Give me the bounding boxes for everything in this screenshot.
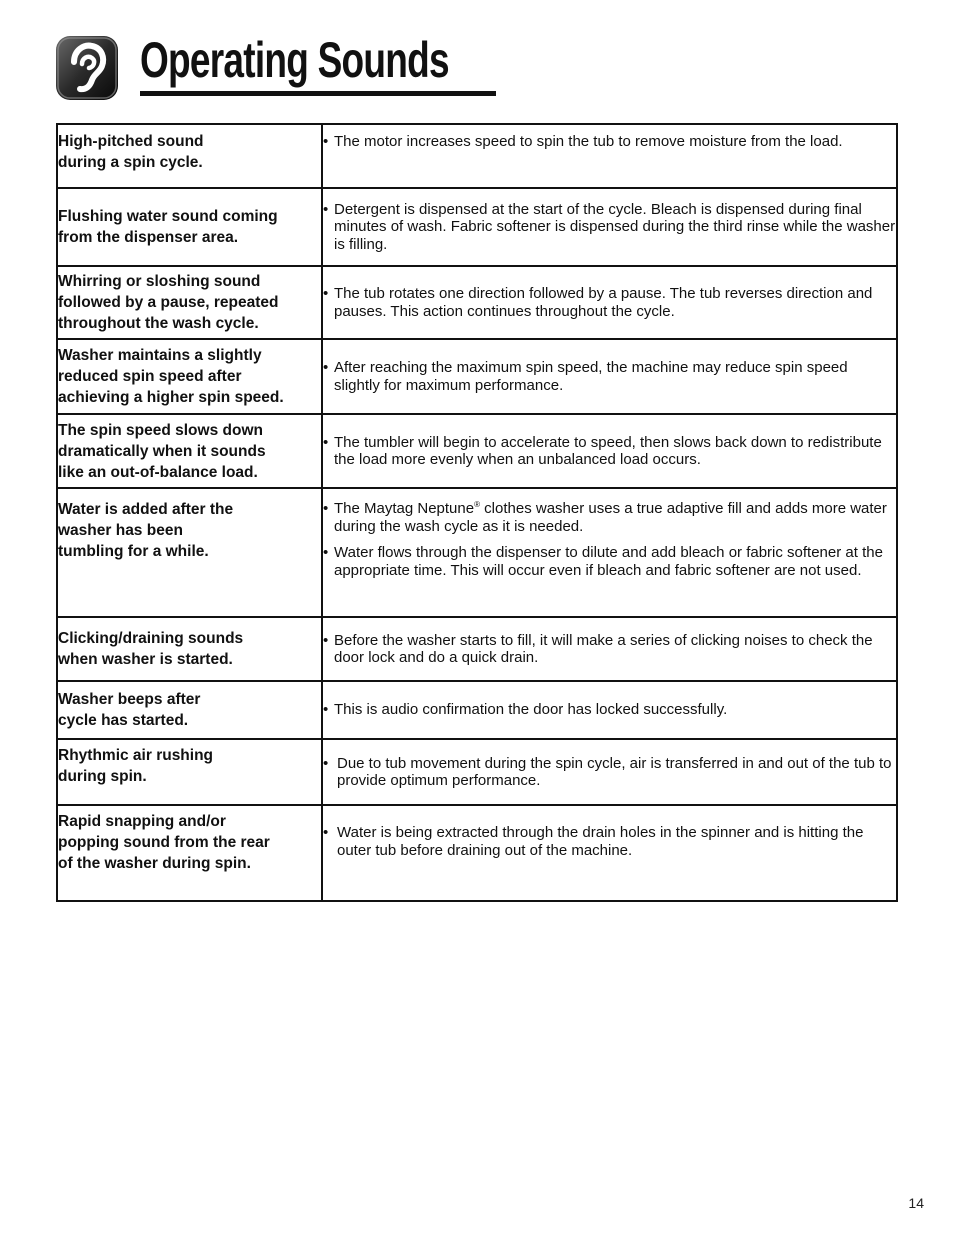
operating-sounds-table [56, 123, 898, 902]
title-underline [140, 91, 496, 96]
sound-cell [57, 124, 322, 188]
sound-line: Flushing water sound coming [58, 208, 278, 225]
sound-cell [57, 339, 322, 414]
sound-line: when washer is started. [58, 651, 233, 668]
sound-line: Washer maintains a slightly [58, 347, 262, 364]
description-item: • Water is being extracted through the drain holes in the spinner and is hitting the outer tub before draining out of the machine. [323, 824, 896, 859]
sound-cell [57, 188, 322, 266]
sound-line: dramatically when it sounds [58, 442, 266, 460]
sound-line: from the dispenser area. [58, 229, 239, 246]
sound-line: followed by a pause, repeated [58, 294, 279, 311]
page-title: Operating Sounds [140, 32, 449, 88]
sound-line: popping sound from the rear [58, 834, 270, 851]
description-item: • This is audio confirmation the door has locked successfully. [323, 701, 896, 719]
table-row [57, 739, 897, 805]
sound-line: Water is added after the [58, 501, 234, 518]
description-cell [322, 124, 897, 188]
description-cell [322, 488, 897, 617]
sound-line: Washer beeps after [58, 691, 201, 708]
description-item: • The Maytag Neptune® clothes washer uses a true adaptive fill and adds more water during the wash cycle as it is needed. [323, 500, 896, 535]
sound-line: Rhythmic air rushing [58, 747, 214, 764]
table-row [57, 339, 897, 414]
description-item: • Due to tub movement during the spin cycle, air is transferred in and out of the tub to provide optimum performance. [323, 755, 896, 790]
sound-line: of the washer during spin. [58, 855, 251, 872]
description-cell [322, 617, 897, 681]
sound-line: reduced spin speed after [58, 368, 242, 385]
sound-cell [57, 414, 322, 488]
table-row [57, 414, 897, 488]
sound-line: washer has been [58, 522, 183, 539]
description-item: • After reaching the maximum spin speed, the machine may reduce spin speed slightly for maximum performance. [323, 359, 896, 394]
description-cell [322, 188, 897, 266]
description-item: • Detergent is dispensed at the start of the cycle. Bleach is dispensed during final minutes of wash. Fabric softener is dispensed during the third rinse while the washer is filling. [323, 201, 896, 254]
sound-cell [57, 488, 322, 617]
sound-cell [57, 681, 322, 739]
description-item: • The tumbler will begin to accelerate to speed, then slows back down to redistribute the load more evenly when an unbalanced load occurs. [323, 434, 896, 469]
description-cell [322, 339, 897, 414]
description-item: • Before the washer starts to fill, it will make a series of clicking noises to check the door lock and do a quick drain. [323, 632, 896, 667]
sound-line: Whirring or sloshing sound [58, 273, 261, 290]
ear-icon [54, 34, 120, 102]
sound-line: cycle has started. [58, 712, 189, 729]
sound-line: tumbling for a while. [58, 543, 209, 560]
sound-line: like an out-of-balance load. [58, 463, 258, 481]
sound-cell [57, 739, 322, 805]
table-row [57, 124, 897, 188]
description-item: • Water flows through the dispenser to dilute and add bleach or fabric softener at the appropriate time. This will occur even if bleach and fabric softener are not used. [323, 544, 896, 579]
table-row [57, 617, 897, 681]
page-number: 14 [908, 1195, 924, 1211]
sound-cell [57, 805, 322, 901]
sound-line: achieving a higher spin speed. [58, 389, 284, 406]
table-row [57, 488, 897, 617]
sound-line: during spin. [58, 768, 147, 785]
description-cell [322, 681, 897, 739]
description-cell [322, 266, 897, 339]
sound-line: Clicking/draining sounds [58, 630, 244, 647]
sound-line: Rapid snapping and/or [58, 813, 226, 830]
table-row [57, 681, 897, 739]
description-item: • The motor increases speed to spin the tub to remove moisture from the load. [323, 133, 896, 151]
description-cell [322, 414, 897, 488]
registered-mark: ® [474, 500, 480, 509]
sound-cell [57, 617, 322, 681]
sound-line: during a spin cycle. [58, 154, 203, 171]
description-cell [322, 805, 897, 901]
sound-line: High-pitched sound [58, 133, 204, 150]
sound-cell [57, 266, 322, 339]
sound-line: The spin speed slows down [58, 421, 263, 439]
table-row [57, 266, 897, 339]
description-cell [322, 739, 897, 805]
description-item: • The tub rotates one direction followed by a pause. The tub reverses direction and pauses. This action continues throughout the cycle. [323, 285, 896, 320]
sound-line: throughout the wash cycle. [58, 315, 259, 332]
table-row [57, 805, 897, 901]
table-row [57, 188, 897, 266]
page-header [54, 30, 454, 102]
